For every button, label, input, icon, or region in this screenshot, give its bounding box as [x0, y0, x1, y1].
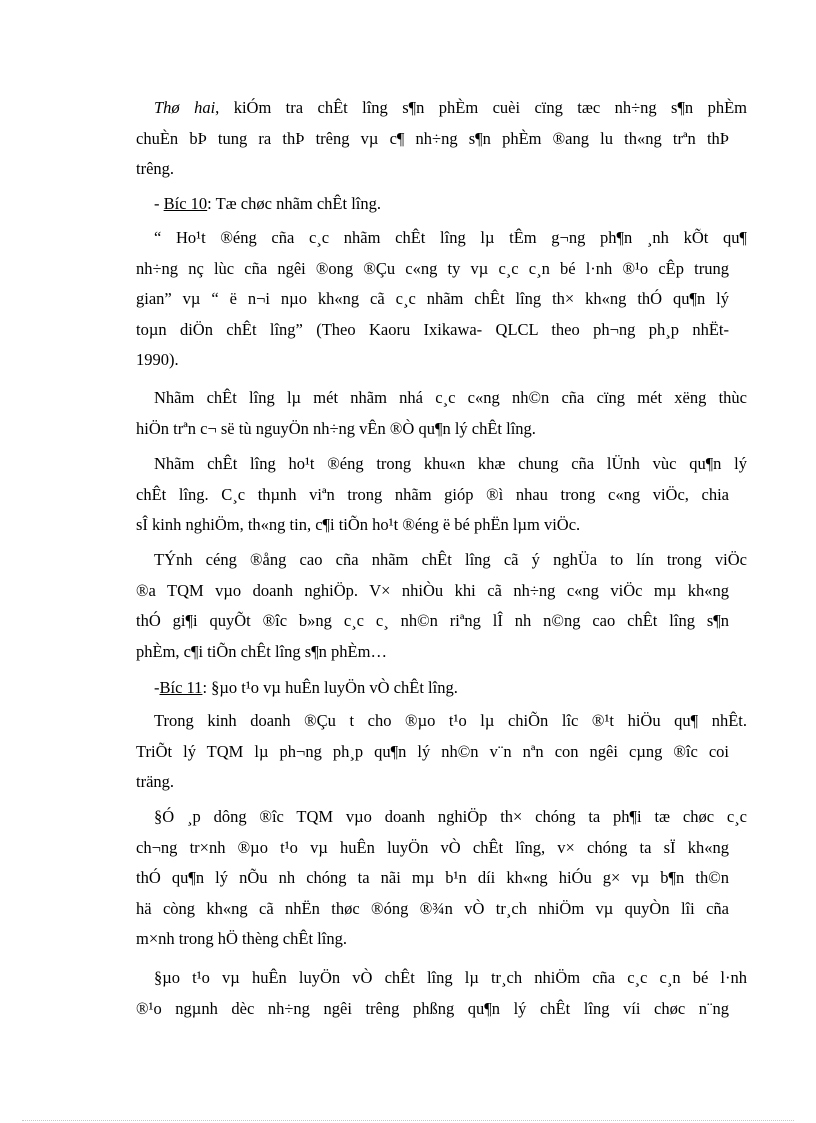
text-line: §µo t¹o vµ huÊn luyÖn vÒ chÊt lîng lµ tr¸ch nhiÖm cña c¸c c¸n bé l·nh — [154, 968, 747, 987]
heading-text: : Tæ chøc nhãm chÊt lîng. — [207, 194, 382, 213]
text-line: “ Ho¹t ®éng cña c¸c nhãm chÊt lîng lµ tÊm g¬ng ph¶n ¸nh kÕt qu¶ — [154, 228, 747, 247]
text-line: §Ó ¸p dông ®îc TQM vµo doanh nghiÖp th× chóng ta ph¶i tæ chøc c¸c — [154, 807, 747, 826]
page-bottom-divider — [22, 1120, 794, 1121]
step-label: Bíc 11 — [159, 678, 203, 697]
text-line — [154, 673, 747, 703]
italic-lead: Thø hai — [154, 98, 216, 117]
text-line: hiÖn trªn c¬ së tù nguyÖn nh÷ng vÊn ®Ò qu¶n lý chÊt lîng. — [136, 419, 536, 438]
paragraph-8 — [136, 802, 747, 832]
text-line: toµn diÖn chÊt lîng” (Theo Kaoru Ixikawa- QLCL theo ph¬ng ph¸p nhËt- — [136, 319, 729, 339]
text-line: m×nh trong hÖ thèng chÊt lîng. — [136, 929, 347, 949]
step-10-heading — [136, 189, 747, 219]
paragraph-7-cont — [136, 737, 729, 798]
paragraph-quote-cont — [136, 254, 729, 376]
text-line: phÈm, c¶i tiÕn chÊt lîng s¶n phÈm… — [136, 641, 387, 661]
paragraph-4-cont — [136, 480, 729, 541]
text-line: 1990). — [136, 350, 179, 370]
text-line — [154, 93, 747, 123]
text-line: trêng. — [136, 159, 175, 179]
text-line: träng. — [136, 772, 175, 792]
text-line — [154, 189, 747, 219]
text-line: ch¬ng tr×nh ®µo t¹o vµ huÊn luyÖn vÒ chÊt lîng, v× chóng ta sÏ kh«ng — [136, 838, 729, 857]
paragraph-1-cont — [136, 124, 729, 185]
paragraph-9 — [136, 963, 747, 993]
paragraph-4 — [136, 449, 747, 479]
step-label: Bíc 10 — [163, 194, 208, 213]
text-line: Nhãm chÊt lîng lµ mét nhãm nhá c¸c c«ng nh©n cña cïng mét xëng thùc — [154, 388, 747, 407]
text-line: thÓ qu¶n lý nÕu nh chóng ta nãi mµ b¹n díi kh«ng hiÓu g× vµ b¶n th©n — [136, 868, 729, 888]
paragraph-7 — [136, 706, 747, 736]
text-line: ®¹o ngµnh dèc nh÷ng ngêi trêng phßng qu¶n lý chÊt lîng víi chøc n¨ng — [136, 999, 729, 1018]
line-text: , kiÓm tra chÊt lîng s¶n phÈm cuèi cïng tæc nh÷ng s¶n phÈm — [215, 98, 747, 117]
text-line: ®a TQM vµo doanh nghiÖp. V× nhiÒu khi cã nh÷ng c«ng viÖc mµ kh«ng — [136, 581, 729, 600]
paragraph-1 — [136, 93, 747, 123]
paragraph-8-cont — [136, 833, 729, 955]
heading-prefix: - — [154, 678, 160, 697]
step-11-heading — [136, 673, 747, 703]
text-line: Nhãm chÊt lîng ho¹t ®éng trong khu«n khæ chung cña lÜnh vùc qu¶n lý — [154, 454, 747, 473]
text-line: hä còng kh«ng cã nhËn thøc ®óng ®¾n vÒ tr¸ch nhiÖm vµ quyÒn lîi cña — [136, 898, 729, 918]
text-line: chÊt lîng. C¸c thµnh viªn trong nhãm gióp ®ì nhau trong c«ng viÖc, chia — [136, 485, 729, 504]
paragraph-5-cont — [136, 576, 729, 667]
paragraph-5 — [136, 545, 747, 575]
heading-prefix: - — [154, 194, 164, 213]
text-line: Trong kinh doanh ®Çu t cho ®µo t¹o lµ chiÕn lîc ®¹t hiÖu qu¶ nhÊt. — [154, 711, 747, 730]
heading-text: : §µo t¹o vµ huÊn luyÖn vÒ chÊt lîng. — [202, 678, 458, 697]
paragraph-9-cont — [136, 994, 729, 1024]
text-line: TriÕt lý TQM lµ ph¬ng ph¸p qu¶n lý nh©n v¨n nªn con ngêi cµng ®îc coi — [136, 742, 729, 761]
text-line: TÝnh céng ®ång cao cña nhãm chÊt lîng cã ý nghÜa to lín trong viÖc — [154, 550, 747, 569]
text-line: thÓ gi¶i quyÕt ®îc b»ng c¸c c¸ nh©n riªng lÎ nh n©ng cao chÊt lîng s¶n — [136, 611, 729, 631]
text-line: nh÷ng nç lùc cña ngêi ®ong ®Çu c«ng ty vµ c¸c c¸n bé l·nh ®¹o cÊp trung — [136, 259, 729, 278]
paragraph-3 — [136, 383, 747, 413]
text-line: chuÈn bÞ tung ra thÞ trêng vµ c¶ nh÷ng s¶n phÈm ®ang lu th«ng trªn thÞ — [136, 129, 729, 148]
paragraph-3-cont — [136, 414, 729, 444]
paragraph-quote — [136, 223, 747, 253]
text-line: gian” vµ “ ë n¬i nµo kh«ng cã c¸c nhãm chÊt lîng th× kh«ng thÓ qu¶n lý — [136, 289, 729, 309]
text-line: sÎ kinh nghiÖm, th«ng tin, c¶i tiÕn ho¹t ®éng ë bé phËn lµm viÖc. — [136, 515, 581, 535]
